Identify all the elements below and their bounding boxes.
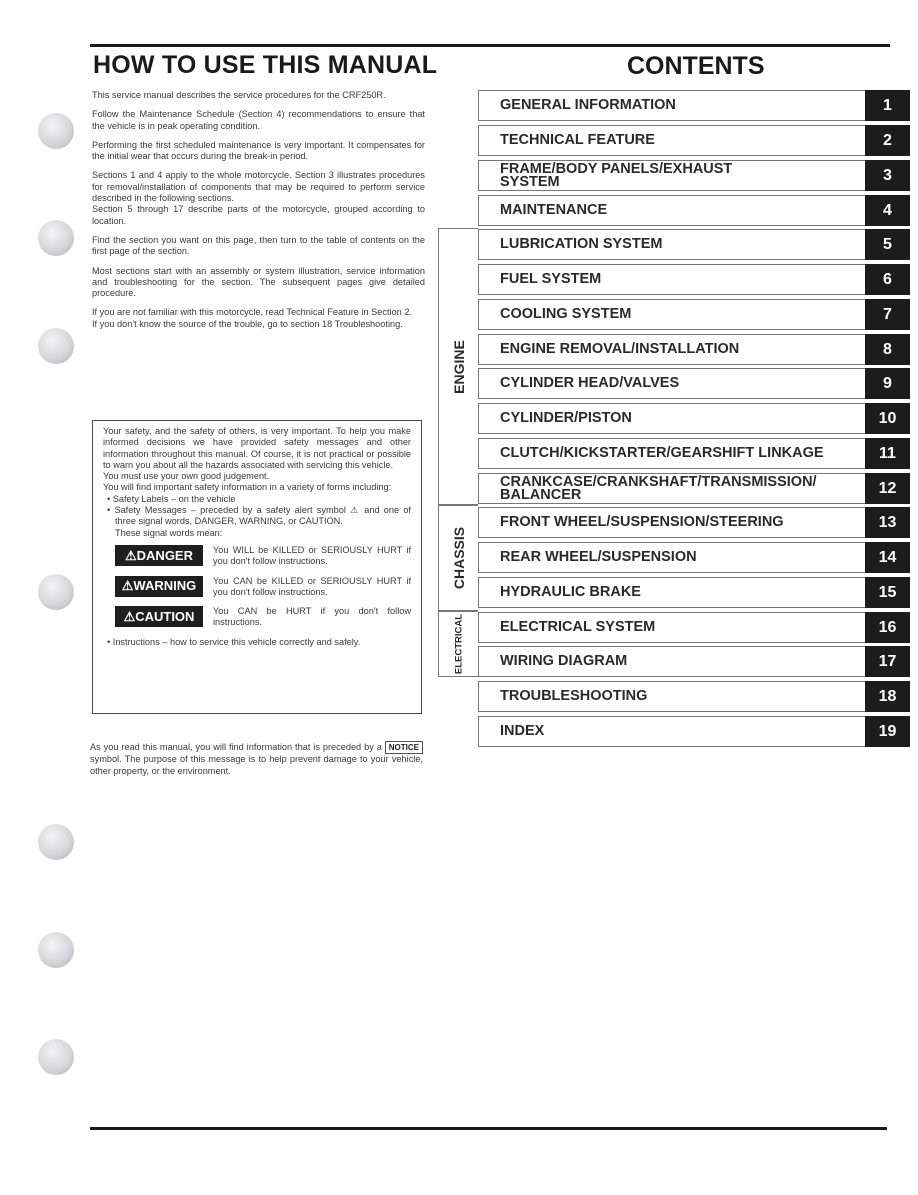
toc-label: CLUTCH/KICKSTARTER/GEARSHIFT LINKAGE xyxy=(500,445,824,461)
bottom-rule xyxy=(90,1127,887,1130)
safety-bullet: • Safety Labels – on the vehicle xyxy=(107,493,236,504)
toc-row-cooling-system[interactable] xyxy=(478,299,910,330)
safety-forms: You will find important safety information in a variety of forms including: xyxy=(103,482,392,493)
intro-paragraph: If you are not familiar with this motorcycle, read Technical Feature in Section 2. xyxy=(92,307,413,318)
danger-signal xyxy=(103,545,411,568)
caution-label: ⚠CAUTION xyxy=(115,606,203,627)
toc-row-wiring-diagram[interactable] xyxy=(478,646,910,677)
section-number-tab: 2 xyxy=(865,125,910,156)
binder-hole xyxy=(38,220,74,256)
section-number-tab: 5 xyxy=(865,229,910,260)
toc-label: LUBRICATION SYSTEM xyxy=(500,236,663,252)
toc-label: FRONT WHEEL/SUSPENSION/STEERING xyxy=(500,514,784,530)
toc-label: GENERAL INFORMATION xyxy=(500,97,676,113)
section-number-tab: 13 xyxy=(865,507,910,538)
toc-label: CRANKCASE/CRANKSHAFT/TRANSMISSION/ BALANCER xyxy=(500,473,817,503)
electrical-group xyxy=(438,611,478,677)
toc-label: REAR WHEEL/SUSPENSION xyxy=(500,549,697,565)
warning-signal xyxy=(103,576,411,599)
signal-words-intro: These signal words mean: xyxy=(115,527,223,538)
section-number-tab: 11 xyxy=(865,438,910,469)
section-number-tab: 17 xyxy=(865,646,910,677)
toc-label: TROUBLESHOOTING xyxy=(500,688,648,704)
page-title: HOW TO USE THIS MANUAL xyxy=(93,51,438,79)
toc-row-clutch-kickstarter-gearshift[interactable] xyxy=(478,438,910,469)
engine-group xyxy=(438,228,478,505)
intro-paragraph: Performing the first scheduled maintenance is very important. It compensates for the initial wear that occurs during the break-in period. xyxy=(92,139,425,162)
toc-label: WIRING DIAGRAM xyxy=(500,653,628,669)
intro-paragraph: Most sections start with an assembly or system illustration, service information and troubleshooting for the section. The subsequent pages give detailed procedure. xyxy=(92,265,425,299)
notice-text-before: As you read this manual, you will find information that is preceded by a xyxy=(90,742,382,752)
notice-symbol: NOTICE xyxy=(385,741,423,754)
section-number-tab: 3 xyxy=(865,160,910,191)
section-number-tab: 18 xyxy=(865,681,910,712)
notice-text-after: symbol. The purpose of this message is to help prevent damage to your vehicle, other property, or the environment. xyxy=(90,754,423,776)
caution-text: You CAN be HURT if you don't follow instructions. xyxy=(213,606,411,628)
toc-row-electrical-system[interactable] xyxy=(478,612,910,643)
section-number-tab: 16 xyxy=(865,612,910,643)
toc-row-general-information[interactable] xyxy=(478,90,910,121)
toc-label: CYLINDER/PISTON xyxy=(500,410,632,426)
danger-label: ⚠DANGER xyxy=(115,545,203,566)
safety-box xyxy=(92,420,422,714)
intro-paragraph: Section 5 through 17 describe parts of the motorcycle, grouped according to location. xyxy=(92,204,425,226)
toc-label: CYLINDER HEAD/VALVES xyxy=(500,375,680,391)
contents-title: CONTENTS xyxy=(627,52,765,80)
toc-label: HYDRAULIC BRAKE xyxy=(500,584,641,600)
chassis-group xyxy=(438,505,478,611)
toc-label: INDEX xyxy=(500,723,545,739)
toc-row-engine-removal-installation[interactable] xyxy=(478,334,910,365)
intro-paragraph: If you don't know the source of the trouble, go to section 18 Troubleshooting. xyxy=(92,318,403,329)
danger-text: You WILL be KILLED or SERIOUSLY HURT if you don't follow instructions. xyxy=(213,544,411,567)
binder-hole xyxy=(38,328,74,364)
section-number-tab: 19 xyxy=(865,716,910,747)
toc-row-maintenance[interactable] xyxy=(478,195,910,226)
binder-hole xyxy=(38,824,74,860)
toc-label: ELECTRICAL SYSTEM xyxy=(500,619,656,635)
section-number-tab: 4 xyxy=(865,195,910,226)
safety-judgement: You must use your own good judgement. xyxy=(103,471,270,482)
engine-group-label: ENGINE xyxy=(450,339,467,394)
toc-label: COOLING SYSTEM xyxy=(500,306,632,322)
intro-paragraph: Sections 1 and 4 apply to the whole motorcycle. Section 3 illustrates procedures for removal/installation of components that may be required to perform service described in the following sections. xyxy=(92,170,425,204)
electrical-group-label: ELECTRICAL xyxy=(453,613,464,675)
binder-hole xyxy=(38,574,74,610)
toc-row-hydraulic-brake[interactable] xyxy=(478,577,910,608)
toc-label: FRAME/BODY PANELS/EXHAUST SYSTEM xyxy=(500,160,733,190)
toc-row-cylinder-piston[interactable] xyxy=(478,403,910,434)
toc-label: FUEL SYSTEM xyxy=(500,271,602,287)
safety-bullet: • Instructions – how to service this vehicle correctly and safely. xyxy=(107,636,361,647)
warning-label: ⚠WARNING xyxy=(115,576,203,597)
safety-bullet: • Safety Messages – preceded by a safety alert symbol ⚠ and one of three signal words, DANGER, WARNING, or CAUTION. xyxy=(107,505,411,527)
section-number-tab: 10 xyxy=(865,403,910,434)
section-number-tab: 7 xyxy=(865,299,910,330)
toc-row-index[interactable] xyxy=(478,716,910,747)
intro-paragraph: Follow the Maintenance Schedule (Section 4) recommendations to ensure that the vehicle is in peak operating condition. xyxy=(92,109,425,131)
toc-row-rear-wheel-suspension[interactable] xyxy=(478,542,910,573)
toc-row-fuel-system[interactable] xyxy=(478,264,910,295)
section-number-tab: 9 xyxy=(865,368,910,399)
toc-row-troubleshooting[interactable] xyxy=(478,681,910,712)
binder-hole xyxy=(38,1039,74,1075)
chassis-group-label: CHASSIS xyxy=(450,526,467,590)
section-number-tab: 15 xyxy=(865,577,910,608)
caution-signal xyxy=(103,606,411,629)
section-number-tab: 1 xyxy=(865,90,910,121)
toc-row-technical-feature[interactable] xyxy=(478,125,910,156)
section-number-tab: 12 xyxy=(865,473,910,504)
warning-text: You CAN be KILLED or SERIOUSLY HURT if you don't follow instructions. xyxy=(213,575,411,597)
binder-hole xyxy=(38,932,74,968)
toc-label: MAINTENANCE xyxy=(500,202,608,218)
binder-hole xyxy=(38,113,74,149)
section-number-tab: 8 xyxy=(865,334,910,365)
safety-intro: Your safety, and the safety of others, is very important. To help you make informed decisions we have provided safety messages and other information throughout this manual. Of course, it is not practical or possible to warn you about all the hazards associated with servicing this vehicle. xyxy=(103,426,411,470)
intro-paragraph: This service manual describes the service procedures for the CRF250R. xyxy=(92,90,386,100)
top-rule xyxy=(90,44,890,47)
notice-paragraph xyxy=(90,741,423,777)
toc-row-cylinder-head-valves[interactable] xyxy=(478,368,910,399)
toc-label: ENGINE REMOVAL/INSTALLATION xyxy=(500,341,740,357)
toc-row-crankcase-crankshaft-transmission[interactable] xyxy=(478,473,910,504)
toc-label: TECHNICAL FEATURE xyxy=(500,132,655,148)
toc-row-lubrication-system[interactable] xyxy=(478,229,910,260)
section-number-tab: 6 xyxy=(865,264,910,295)
intro-paragraph: Find the section you want on this page, then turn to the table of contents on the first page of the section. xyxy=(92,234,425,257)
section-number-tab: 14 xyxy=(865,542,910,573)
toc-row-frame-body-panels-exhaust[interactable] xyxy=(478,160,910,191)
intro-text xyxy=(92,90,425,338)
toc-row-front-wheel-suspension-steering[interactable] xyxy=(478,507,910,538)
